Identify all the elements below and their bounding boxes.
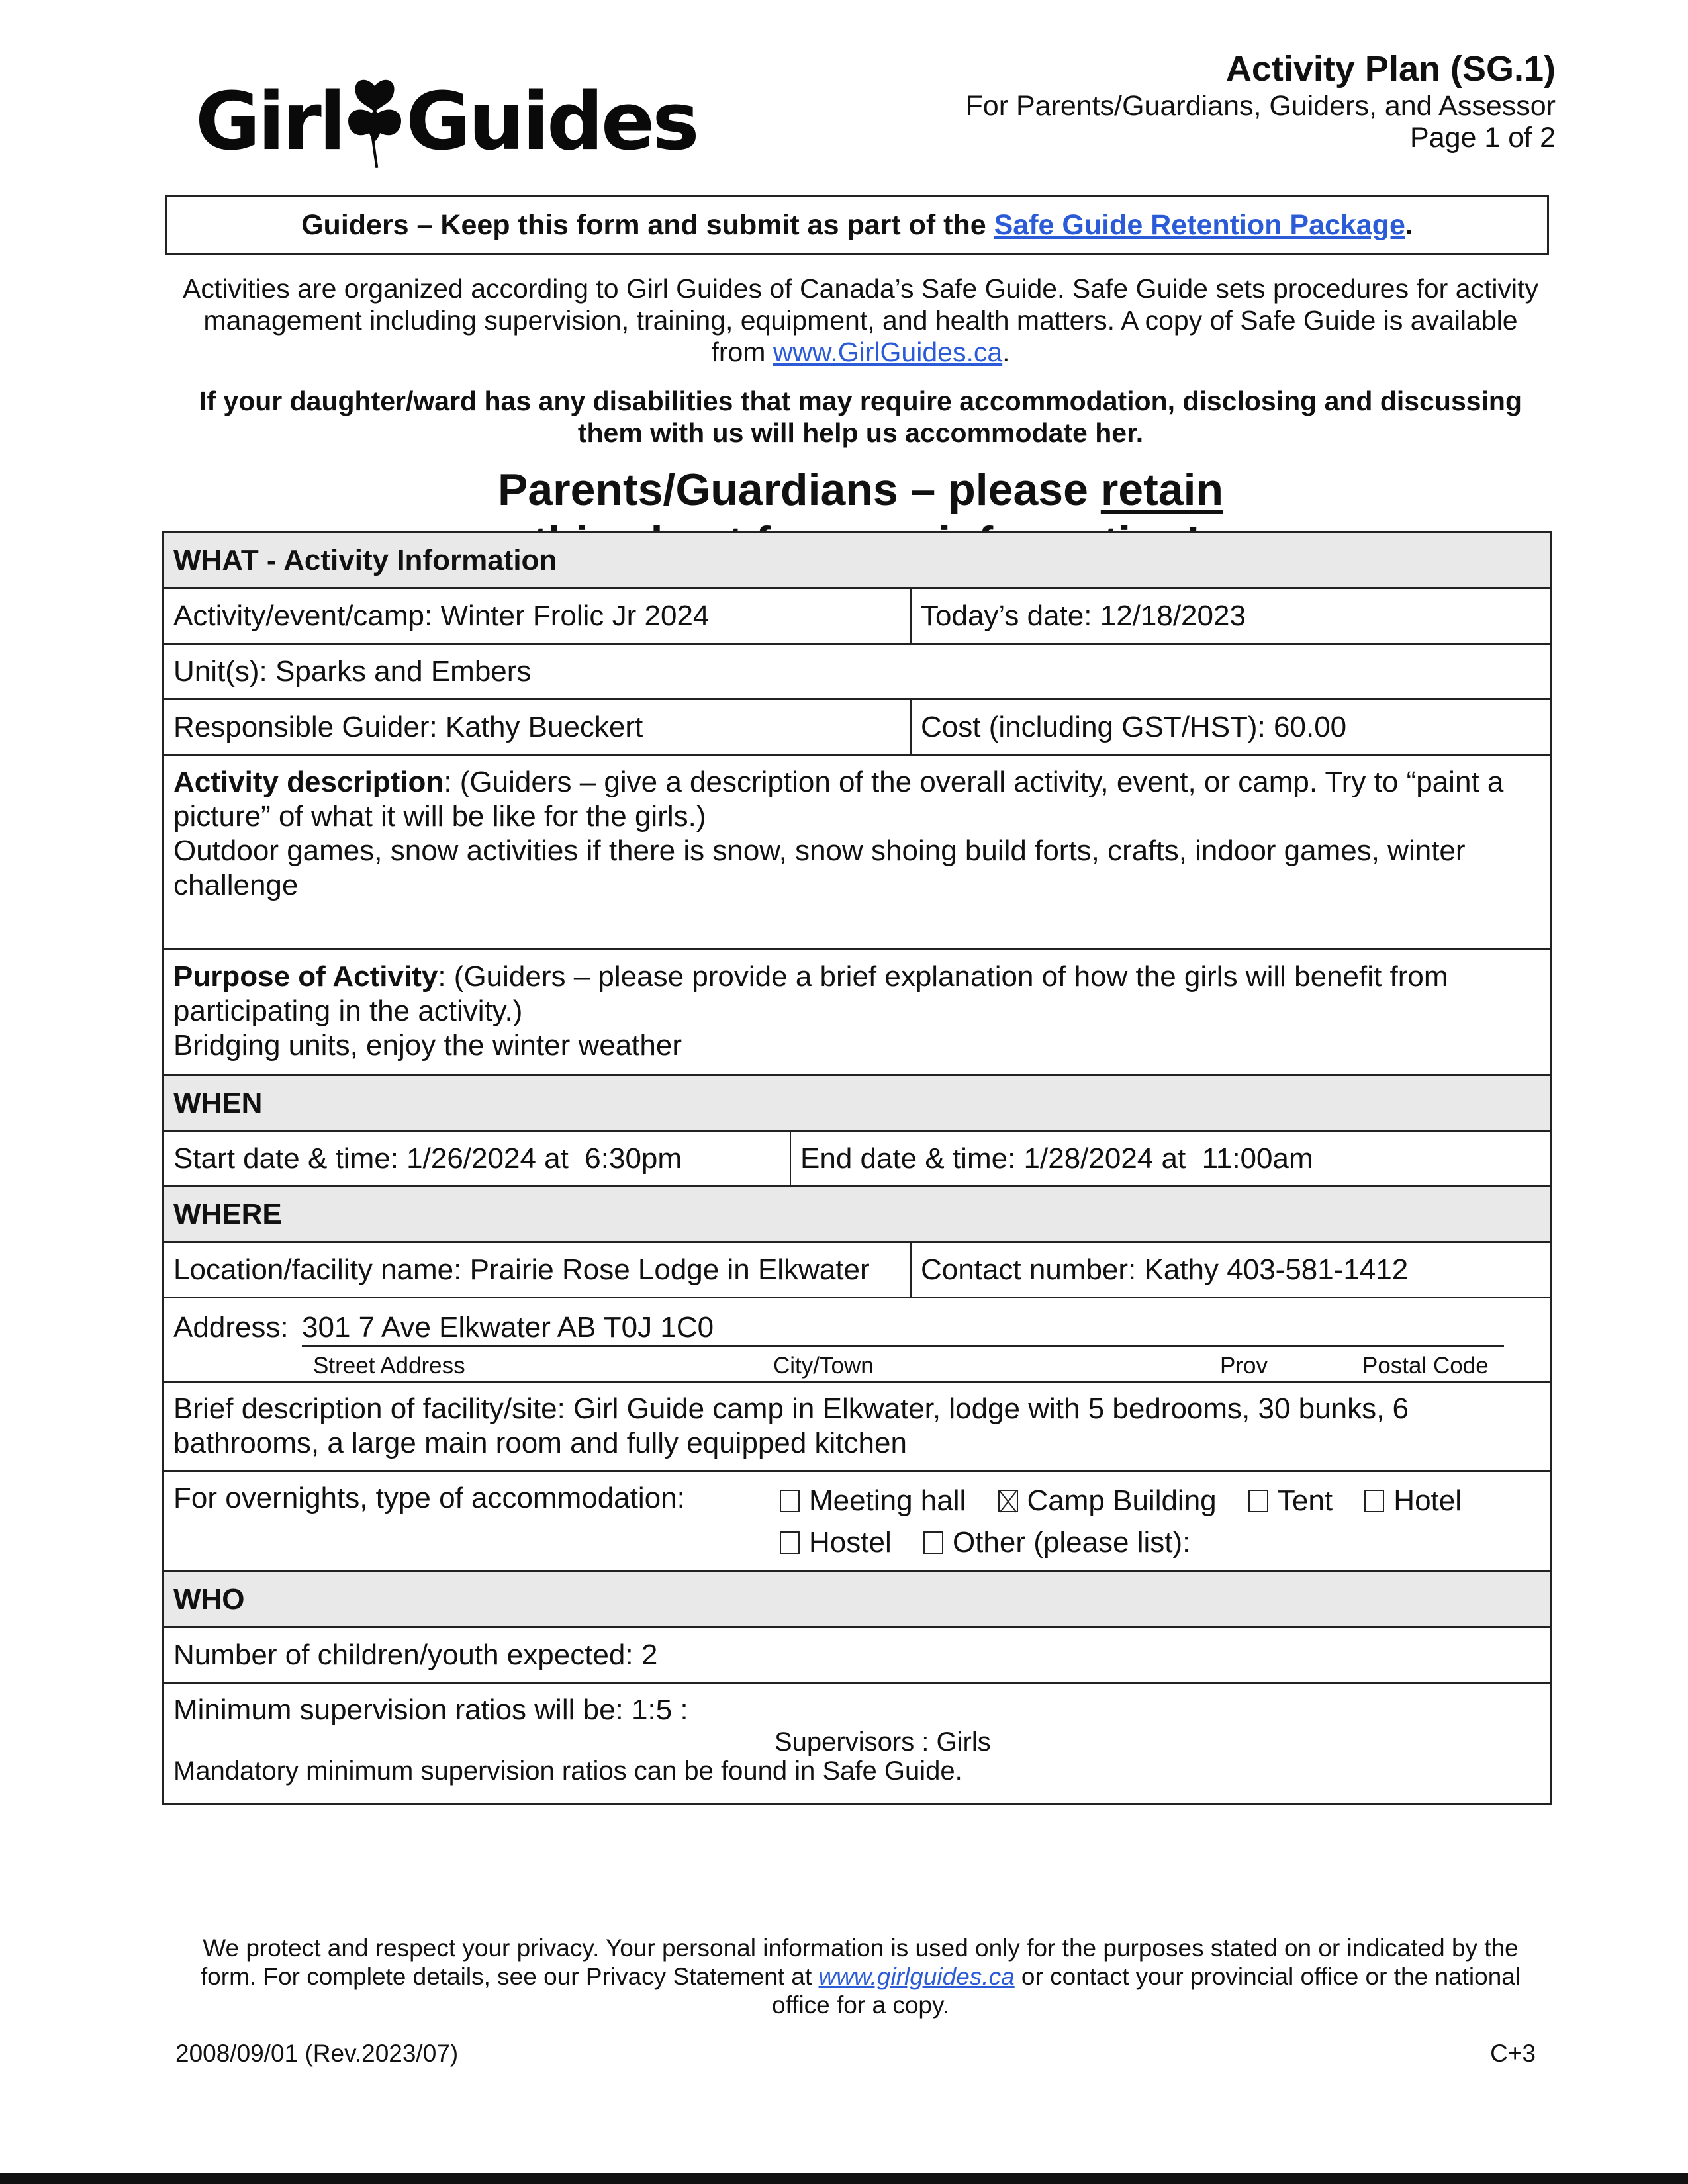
option-meeting-hall[interactable] [780,1481,966,1521]
retention-package-link[interactable]: Safe Guide Retention Package [994,208,1405,241]
location-field[interactable] [164,1243,910,1297]
checkbox-icon[interactable] [780,1531,800,1554]
section-where [164,1187,1550,1243]
facility-value: Girl Guide camp in Elkwater, lodge with 5 bedrooms, 30 bunks, 6 bathrooms, a large main room and fully equipped kitchen [173,1392,1409,1459]
facility-label: Brief description of facility/site: [173,1392,565,1425]
cost-label: Cost (including GST/HST): [921,710,1266,743]
accommodation-label: For overnights, type of accommodation: [173,1482,685,1514]
units-field[interactable] [164,645,1550,698]
option-label: Tent [1277,1484,1333,1517]
option-hostel[interactable] [780,1523,892,1563]
retain-underlined: retain [1100,465,1224,515]
purpose-label: Purpose of Activity [173,960,438,993]
intro-line-2: management including supervision, training, equipment, and health matters. A copy of Safe Guide is available [203,305,1518,336]
activity-field[interactable] [164,589,910,643]
children-expected-field[interactable] [164,1628,1550,1682]
page-number: Page 1 of 2 [1410,122,1556,154]
caption-street-address: Street Address [313,1353,465,1379]
activity-label: Activity/event/camp: [173,599,433,632]
activity-plan-form [162,531,1552,1805]
option-other[interactable] [923,1523,1190,1563]
privacy-line-3: office for a copy. [771,1991,950,2019]
checkbox-icon[interactable] [780,1490,800,1512]
checkbox-icon[interactable] [1364,1490,1384,1512]
cost-value: 60.00 [1274,710,1347,743]
trefoil-icon [345,73,404,172]
end-label: End date & time: [800,1142,1016,1175]
disability-line-2: them with us will help us accommodate her. [577,418,1144,448]
row-description [164,756,1550,950]
purpose-field[interactable] [164,950,1550,1074]
todays-date-field[interactable] [910,589,1550,643]
option-camp-building[interactable] [998,1481,1217,1521]
row-purpose [164,950,1550,1076]
section-what [164,533,1550,589]
document-audience: For Parents/Guardians, Guiders, and Assessor [965,90,1556,122]
section-when-heading: WHEN [173,1086,263,1119]
section-what-heading: WHAT - Activity Information [173,543,557,576]
description-instructions: : (Guiders – give a description of the overall activity, event, or camp. Try to “paint a picture” of what it will be like for the girls.) [173,766,1504,833]
intro-line-3-suffix: . [1002,337,1010,367]
activity-value: Winter Frolic Jr 2024 [440,599,710,632]
intro-line-3-prefix: from [711,337,773,367]
supervision-value: 1:5 : [632,1694,688,1726]
row-address [164,1298,1550,1383]
supervision-note: Mandatory minimum supervision ratios can be found in Safe Guide. [173,1756,962,1786]
document-header [966,48,1556,154]
intro-line-1: Activities are organized according to Girl Guides of Canada’s Safe Guide. Safe Guide sets procedures for activity [182,273,1539,304]
row-facility-description [164,1383,1550,1472]
supervision-label: Minimum supervision ratios will be: [173,1694,624,1726]
children-label: Number of children/youth expected: [173,1638,633,1671]
caption-province: Prov [1220,1353,1268,1379]
row-units [164,645,1550,700]
revision-date: 2008/09/01 (Rev.2023/07) [175,2040,459,2067]
row-supervision [164,1684,1550,1803]
purpose-instructions: : (Guiders – please provide a brief explanation of how the girls will benefit from participating in the activity.) [173,960,1448,1027]
caption-city-town: City/Town [773,1353,874,1379]
row-activity-date [164,589,1550,645]
guiders-notice-end: . [1405,208,1413,241]
todays-date-label: Today’s date: [921,599,1092,632]
option-label: Camp Building [1027,1484,1217,1517]
section-where-heading: WHERE [173,1197,282,1230]
girl-guides-logo [195,73,697,172]
option-label: Other (please list): [952,1526,1191,1559]
row-start-end [164,1132,1550,1187]
disability-line-1: If your daughter/ward has any disabilities that may require accommodation, disclosing and discussing [199,386,1523,416]
activity-description-field[interactable] [164,756,1550,948]
retain-before: Parents/Guardians – please [497,465,1101,515]
intro-line-3 [159,336,1562,368]
checkbox-icon[interactable] [1248,1490,1268,1512]
option-label: Meeting hall [809,1484,966,1517]
todays-date-value: 12/18/2023 [1100,599,1246,632]
scan-edge [0,2173,1688,2184]
section-who [164,1572,1550,1628]
logo-word-girl: Girl [195,76,344,168]
contact-field[interactable] [910,1243,1550,1297]
logo-word-guides: Guides [405,76,697,168]
supervision-ratio-field[interactable] [173,1693,688,1727]
facility-description-field[interactable] [164,1383,1550,1470]
units-label: Unit(s): [173,655,267,688]
section-when [164,1076,1550,1132]
cost-field[interactable] [910,700,1550,754]
checkbox-icon[interactable] [923,1531,943,1554]
description-label: Activity description [173,766,444,798]
guider-value: Kathy Bueckert [445,710,643,743]
start-datetime-field[interactable] [164,1132,790,1185]
children-value: 2 [641,1638,658,1671]
option-tent[interactable] [1248,1481,1333,1521]
option-hotel[interactable] [1364,1481,1462,1521]
address-label: Address: [173,1311,289,1343]
caption-postal-code: Postal Code [1362,1353,1489,1379]
guider-label: Responsible Guider: [173,710,438,743]
row-location-contact [164,1243,1550,1298]
supervision-caption: Supervisors : Girls [774,1727,991,1756]
privacy-girlguides-link[interactable]: www.girlguides.ca [818,1963,1015,1990]
location-label: Location/facility name: [173,1253,462,1286]
guiders-notice-box [165,195,1549,255]
contact-label: Contact number: [921,1253,1137,1286]
accommodation-options [780,1472,1462,1570]
section-who-heading: WHO [173,1582,245,1615]
document-title: Activity Plan (SG.1) [1225,49,1556,89]
contact-value: Kathy 403-581-1412 [1144,1253,1409,1286]
end-value: 1/28/2024 at 11:00am [1023,1142,1313,1175]
units-value: Sparks and Embers [275,655,532,688]
start-value: 1/26/2024 at 6:30pm [406,1142,682,1175]
description-value: Outdoor games, snow activities if there is snow, snow shoing build forts, crafts, indoor games, winter challenge [173,835,1466,901]
row-children [164,1628,1550,1684]
privacy-line-2-suffix: or contact your provincial office or the national [1014,1963,1521,1990]
option-label: Hostel [809,1526,892,1559]
row-guider-cost [164,700,1550,756]
privacy-line-2-prefix: form. For complete details, see our Privacy Statement at [200,1963,819,1990]
privacy-line-1: We protect and respect your privacy. Your personal information is used only for the purposes stated on or indicated by the [203,1934,1519,1962]
form-code: C+3 [1490,2040,1536,2067]
row-accommodation [164,1472,1550,1572]
disability-notice [159,385,1562,449]
purpose-value: Bridging units, enjoy the winter weather [173,1029,682,1062]
checked-checkbox-icon[interactable] [998,1490,1018,1512]
girlguides-link[interactable]: www.GirlGuides.ca [773,337,1003,367]
address-value[interactable]: 301 7 Ave Elkwater AB T0J 1C0 [302,1311,714,1343]
option-label: Hotel [1393,1484,1462,1517]
address-underline [302,1345,1504,1347]
location-value: Prairie Rose Lodge in Elkwater [469,1253,870,1286]
privacy-line-2 [172,1962,1549,1991]
end-datetime-field[interactable] [790,1132,1550,1185]
responsible-guider-field[interactable] [164,700,910,754]
start-label: Start date & time: [173,1142,399,1175]
guiders-notice-text: Guiders – Keep this form and submit as part of the [301,208,994,241]
intro-paragraph [159,273,1562,368]
privacy-statement [172,1934,1549,2019]
